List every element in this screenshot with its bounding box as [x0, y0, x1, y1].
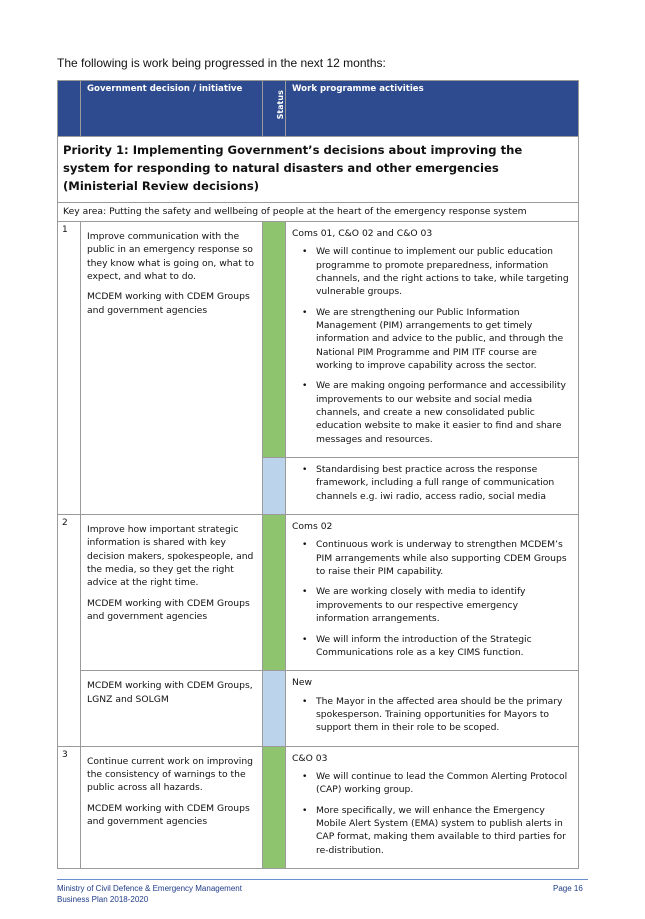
- list-item: • Standardising best practice across the response framework, including a full range of communication channels e.g. iwi radio, access radio, social media: [316, 463, 572, 503]
- row-number: 2: [58, 515, 81, 746]
- decision-text: Improve how important strategic information is shared with key decision makers, spokespeople, and the media, so they get the right advice at the right time.: [87, 524, 254, 589]
- work-programme-table: [57, 80, 579, 869]
- table-row: [58, 515, 579, 671]
- status-indicator-blue: [263, 458, 286, 515]
- table-row: [58, 221, 579, 457]
- priority-heading: Priority 1: Implementing Government’s decisions about improving the system for responding to natural disasters and other emergencies (Ministerial Review decisions): [58, 137, 579, 203]
- row-number: 1: [58, 221, 81, 514]
- activity-list: [292, 463, 572, 503]
- activities-cell: [286, 746, 579, 868]
- lead-text: MCDEM working with CDEM Groups and government agencies: [87, 802, 250, 827]
- header-status-label: Status: [275, 90, 285, 120]
- activities-cell: [286, 458, 579, 515]
- intro-text: The following is work being progressed in the next 12 months:: [57, 56, 386, 70]
- decision-cell: [81, 671, 263, 746]
- table-row: [58, 746, 579, 868]
- decision-text: Continue current work on improving the consistency of warnings to the public across all hazards.: [87, 755, 253, 794]
- decision-text: Improve communication with the public in an emergency response so they know what is going on, what to expect, and what to do.: [87, 230, 254, 282]
- lead-text: MCDEM working with CDEM Groups and government agencies: [87, 597, 250, 623]
- list-item: • More specifically, we will enhance the Emergency Mobile Alert System (EMA) system to publish alerts in CAP format, making them available to third parties for re-distribution.: [316, 804, 572, 857]
- footer-org: Ministry of Civil Defence & Emergency Management: [57, 884, 242, 893]
- footer-left: [57, 884, 242, 906]
- status-indicator-green: [263, 746, 286, 868]
- table-header-row: [58, 81, 579, 137]
- key-area-row: [58, 202, 579, 221]
- activities-cell: [286, 671, 579, 746]
- activities-cell: [286, 221, 579, 457]
- activity-code: C&O 03: [292, 752, 328, 764]
- status-indicator-green: [263, 515, 286, 671]
- list-item: • We are working closely with media to identify improvements to our respective emergency information arrangements.: [316, 585, 572, 625]
- list-item: • Continuous work is underway to strengthen MCDEM’s PIM arrangements while also supporting CDEM Groups to raise their PIM capability.: [316, 538, 572, 578]
- activity-list: [292, 245, 572, 446]
- activity-list: [292, 538, 572, 659]
- lead-text: MCDEM working with CDEM Groups, LGNZ and SOLGM: [87, 680, 253, 705]
- list-item: • We will continue to implement our public education programme to promote preparedness, information channels, and the right actions to take, while targeting vulnerable groups.: [316, 245, 572, 298]
- list-item: • The Mayor in the affected area should be the primary spokesperson. Training opportunities for Mayors to support them in their role to be scoped.: [316, 695, 572, 735]
- footer-doc: Business Plan 2018-2020: [57, 894, 149, 904]
- header-activities: Work programme activities: [286, 81, 579, 137]
- header-status: [263, 81, 286, 137]
- header-decision: Government decision / initiative: [81, 81, 263, 137]
- activity-code: Coms 02: [292, 521, 333, 533]
- list-item: • We are strengthening our Public Information Management (PIM) arrangements to get timely information and advice to the public, and through the National PIM Programme and PIM ITF course are working to improve capability across the sector.: [316, 306, 572, 373]
- list-item: • We will continue to lead the Common Alerting Protocol (CAP) working group.: [316, 770, 572, 797]
- activity-code: New: [292, 677, 313, 689]
- priority-row: [58, 137, 579, 203]
- activities-cell: [286, 515, 579, 671]
- page-number: Page 16: [553, 884, 583, 893]
- status-indicator-blue: [263, 671, 286, 746]
- decision-cell: [81, 746, 263, 868]
- table-row: [58, 671, 579, 746]
- activity-list: [292, 695, 572, 735]
- lead-text: MCDEM working with CDEM Groups and government agencies: [87, 291, 250, 316]
- key-area-text: Key area: Putting the safety and wellbeing of people at the heart of the emergency response system: [58, 202, 579, 221]
- list-item: • We are making ongoing performance and accessibility improvements to our website and social media channels, and create a new consolidated public education website to make it easier to find and share messages and resources.: [316, 379, 572, 446]
- row-number: 3: [58, 746, 81, 868]
- decision-cell: [81, 221, 263, 514]
- list-item: • We will inform the introduction of the Strategic Communications role as a key CIMS function.: [316, 633, 572, 660]
- status-indicator-green: [263, 221, 286, 457]
- footer-divider: [57, 879, 588, 880]
- activity-code: Coms 01, C&O 02 and C&O 03: [292, 227, 433, 239]
- decision-cell: [81, 515, 263, 671]
- header-num: [58, 81, 81, 137]
- activity-list: [292, 770, 572, 857]
